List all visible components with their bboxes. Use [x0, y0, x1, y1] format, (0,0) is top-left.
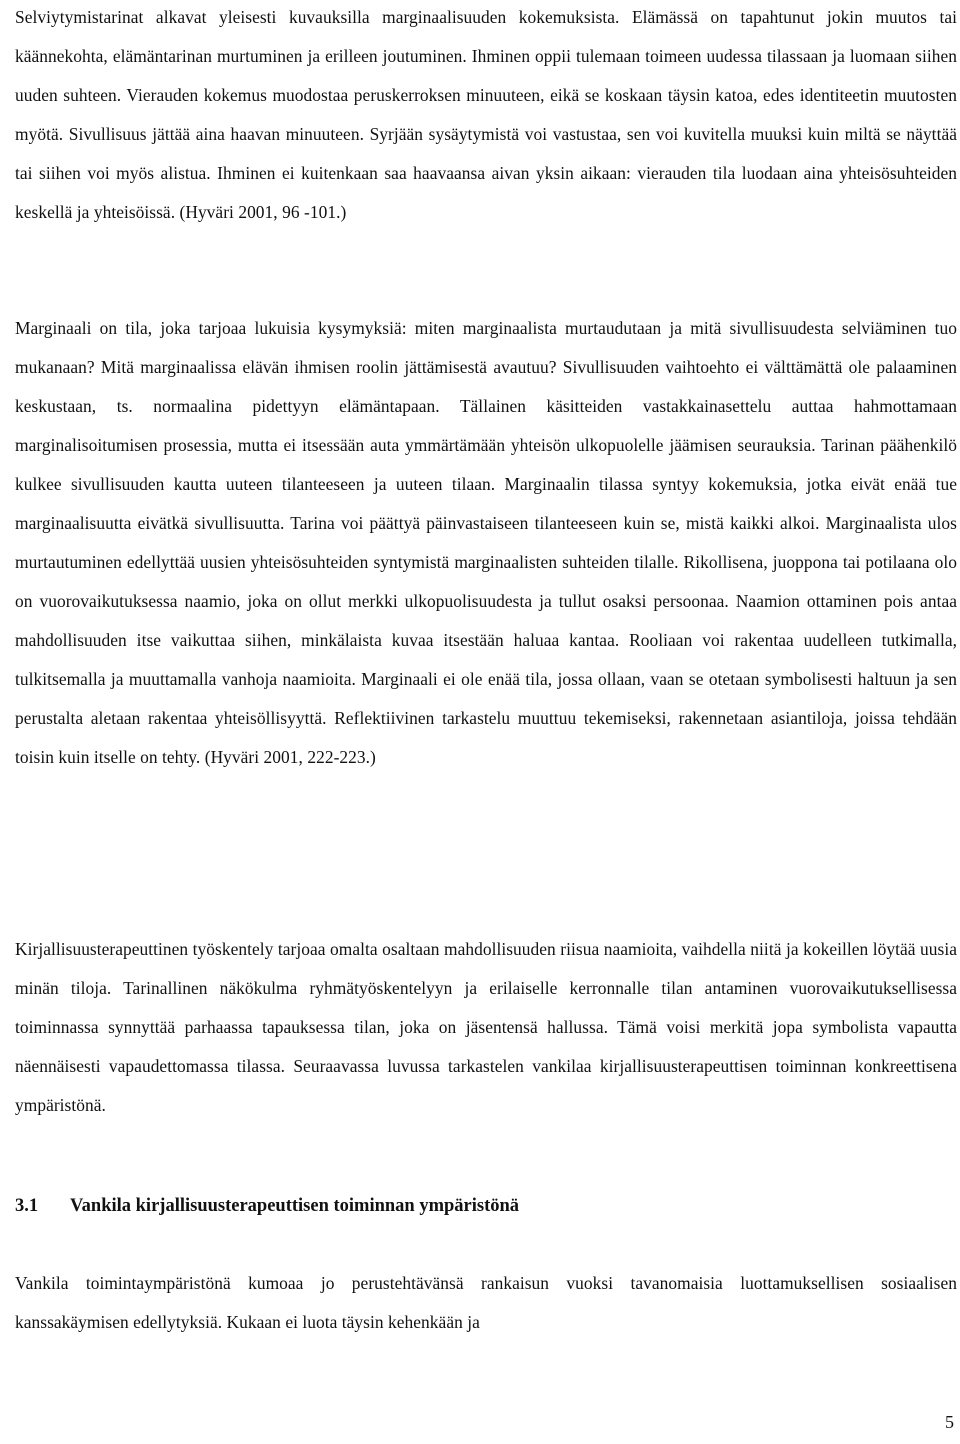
page-number: 5: [945, 1412, 954, 1432]
body-paragraph: Marginaali on tila, joka tarjoaa lukuisia kysymyksiä: miten marginaalista murtaudutaan ja mitä sivullisuudesta selviäminen tuo mukanaan? Mitä marginaalissa elävän ihmisen roolin jättämisestä avautuu? Sivullisuuden vaihtoehto ei välttämättä ole palaaminen keskustaan, ts. normaalina pidettyyn elämäntapaan. Tällainen käsitteiden vastakkainasettelu auttaa hahmottamaan marginalisoitumisen prosessia, mutta ei itsessään auta ymmärtämään yhteisön ulkopuolelle jäämisen seurauksia. Tarinan päähenkilö kulkee sivullisuuden kautta uuteen tilanteeseen ja uuteen tilaan. Marginaalin tilassa syntyy kokemuksia, jotka eivät enää tue marginaalisuutta eivätkä sivullisuutta. Tarina voi päättyä päinvastaiseen tilanteeseen kuin se, mistä kaikki alkoi. Marginaalista ulos murtautuminen edellyttää uusien yhteisösuhteiden syntymistä marginaalisten suhteiden tilalle. Rikollisena, juoppona tai potilaana olo on vuorovaikutuksessa naamio, joka on ollut merkki ulkopuolisuudesta ja tullut osaksi persoonaa. Naamion ottaminen pois antaa mahdollisuuden itse vaikuttaa siihen, minkälaista kuvaa itsestään haluaa kantaa. Rooliaan voi rakentaa uudelleen tutkimalla, tulkitsemalla ja muuttamalla vanhoja naamioita. Marginaali ei ole enää tila, jossa ollaan, vaan se otetaan symbolisesti haltuun ja sen perustalta aletaan rakentaa yhteisöllisyyttä. Reflektiivinen tarkastelu muuttuu tekemiseksi, rakennetaan asiantiloja, joissa tehdään toisin kuin itselle on tehty. (Hyväri 2001, 222-223.): [15, 318, 957, 767]
section-title: Vankila kirjallisuusterapeuttisen toiminnan ympäristönä: [70, 1196, 520, 1216]
section-heading: [15, 1187, 519, 1226]
section-paragraph: Vankila toimintaympäristönä kumoaa jo perustehtävänsä rankaisun vuoksi tavanomaisia luottamuksellisen sosiaalisen kanssakäymisen edellytyksiä. Kukaan ei luota täysin kehenkään ja: [15, 1273, 957, 1332]
body-paragraph: Kirjallisuusterapeuttinen työskentely tarjoaa omalta osaltaan mahdollisuuden riisua naamioita, vaihdella niitä ja kokeillen löytää uusia minän tiloja. Tarinallinen näkökulma ryhmätyöskentelyyn ja erilaiselle kerronnalle tilan antaminen vuorovaikutuksellisessa toiminnassa synnyttää parhaassa tapauksessa tilan, joka on jäsentensä hallussa. Tämä voisi merkitä jopa symbolista vapautta näennäisesti vapaudettomassa tilassa. Seuraavassa luvussa tarkastelen vankilaa kirjallisuusterapeuttisen toiminnan konkreettisena ympäristönä.: [15, 939, 957, 1115]
body-paragraph: Selviytymistarinat alkavat yleisesti kuvauksilla marginaalisuuden kokemuksista. Elämässä on tapahtunut jokin muutos tai käännekohta, elämäntarinan murtuminen ja erilleen joutuminen. Ihminen oppii tulemaan toimeen uudessa tilassaan ja luomaan siihen uuden suhteen. Vierauden kokemus muodostaa peruskerroksen minuuteen, eikä se koskaan täysin katoa, edes identiteetin muutosten myötä. Sivullisuus jättää aina haavan minuuteen. Syrjään sysäytymistä voi vastustaa, sen voi kuvitella muuksi kuin miltä se näyttää tai siihen voi myös alistua. Ihminen ei kuitenkaan saa haavaansa aivan yksin aikaan: vierauden tila luodaan aina yhteisösuhteiden keskellä ja yhteisöissä. (Hyväri 2001, 96 -101.): [15, 7, 957, 222]
section-number: 3.1: [15, 1196, 39, 1216]
